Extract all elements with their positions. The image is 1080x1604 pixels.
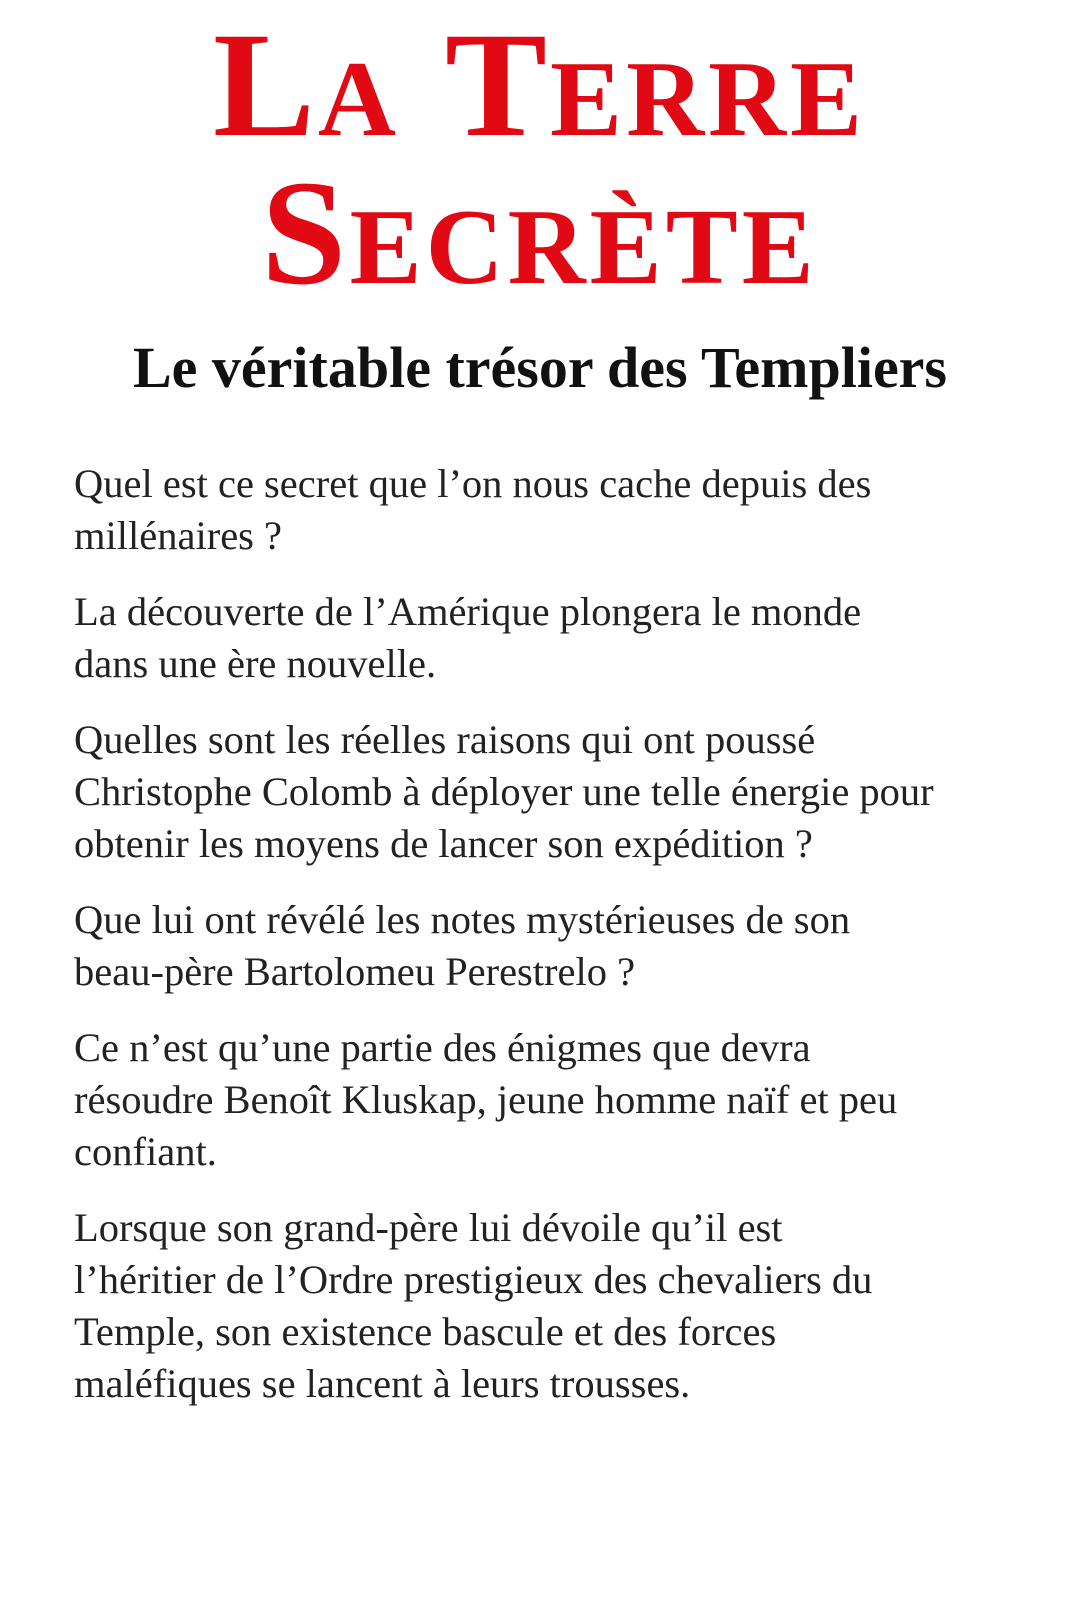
blurb-paragraph-2: La découverte de l’Amérique plongera le monde dans une ère nouvelle. [74, 589, 862, 686]
title-initial-s: S [261, 150, 351, 316]
title-line-1 [0, 2, 1080, 168]
title-word-la-rest: A [317, 40, 400, 159]
title-initial-l: L [212, 2, 320, 168]
title-line-2 [0, 150, 1080, 316]
title-word-terre-rest: ERRE [550, 40, 867, 159]
blurb-paragraph-5: Ce n’est qu’une partie des énigmes que devra résoudre Benoît Kluskap, jeune homme naïf et peu confiant. [74, 1025, 898, 1174]
title-word-secrete-rest: ECRÈTE [349, 188, 818, 307]
title-initial-t: T [444, 2, 552, 168]
subtitle: Le véritable trésor des Templiers [132, 335, 947, 400]
blurb-paragraph-3: Quelles sont les réelles raisons qui ont poussé Christophe Colomb à déployer une telle énergie pour obtenir les moyens de lancer son expédition ? [74, 717, 934, 866]
blurb-paragraph-6: Lorsque son grand-père lui dévoile qu’il est l’héritier de l’Ordre prestigieux des chevaliers du Temple, son existence bascule et des forces maléfiques se lancent à leurs trousses. [74, 1205, 873, 1406]
blurb-paragraph-1: Quel est ce secret que l’on nous cache depuis des millénaires ? [74, 461, 872, 558]
blurb-paragraph-4: Que lui ont révélé les notes mystérieuses de son beau-père Bartolomeu Perestrelo ? [74, 897, 851, 994]
blurb-text [74, 458, 934, 1434]
